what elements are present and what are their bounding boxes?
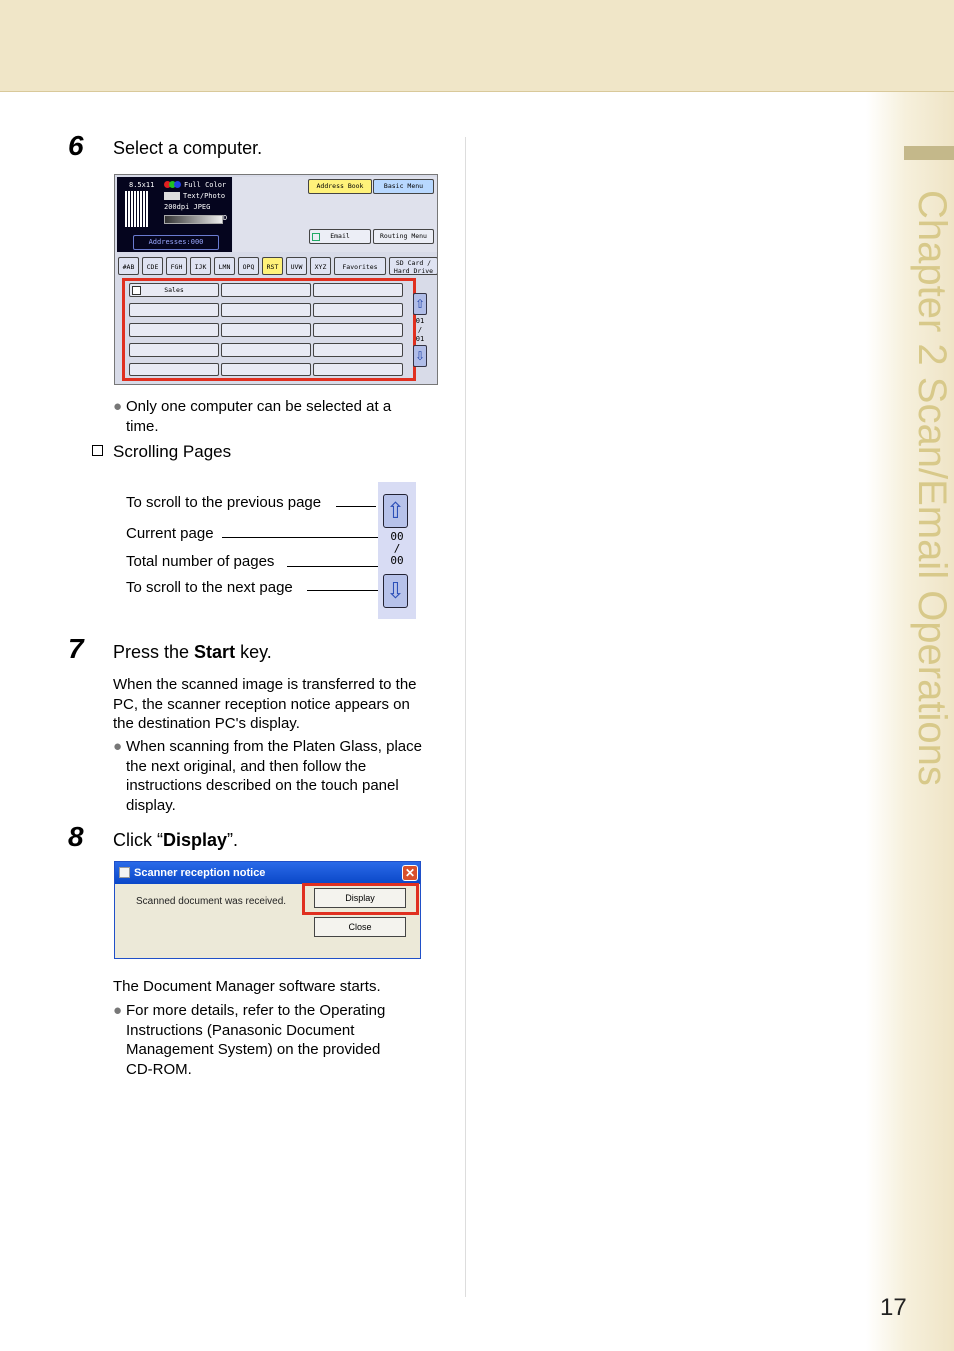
bullet-icon: ● [113,398,123,415]
destination-cell[interactable] [313,363,403,376]
email-check-icon [312,233,320,241]
address-tabs [116,257,438,277]
status-area [117,177,232,252]
bullet-line: Instructions (Panasonic Document [126,1021,355,1039]
dialog-message: Scanned document was received. [136,896,287,907]
address-book-button[interactable]: Address Book [308,179,372,194]
step-7-text-post: key. [235,642,272,662]
leader-line [336,506,376,507]
tab-fgh[interactable]: FGH [166,257,187,275]
step-8-text-post: ”. [227,830,239,850]
step-7-body [113,675,453,734]
arrow-up-icon: ⇧ [414,297,426,311]
bullet-line: Only one computer can be selected at a [126,398,392,415]
step-7-text-pre: Press the [113,642,195,662]
tab-lmn[interactable]: LMN [214,257,235,275]
tab-uvw[interactable]: UVW [286,257,307,275]
column-divider [465,137,466,1297]
display-button[interactable]: Display [314,888,406,908]
bullet-line: When scanning from the Platen Glass, place [126,738,422,755]
bullet-line: time. [126,417,159,435]
routing-menu-button[interactable]: Routing Menu [373,229,434,244]
photo-icon [164,192,180,200]
previous-page-button [383,494,408,528]
status-size: 8.5x11 [129,181,155,189]
step-6-text: Select a computer. [113,138,263,158]
destination-cell-sales[interactable] [129,283,219,297]
tab-ijk[interactable]: IJK [190,257,211,275]
step-8-body: The Document Manager software starts. [113,978,381,995]
total-pages-number: 00 [390,554,404,567]
body-line: When the scanned image is transferred to the [113,676,417,693]
destination-cell-label: Sales [164,286,184,294]
page-total: 01 [415,335,425,343]
checkbox-icon [92,445,103,456]
leader-line [222,537,382,538]
dialog-title-bar [115,862,420,884]
body-line: PC, the scanner reception notice appears on [113,695,410,713]
bullet-icon: ● [113,738,123,755]
step-7-bullet [113,737,466,815]
label-total-pages: Total number of pages [126,553,275,570]
scrolling-pages-heading: Scrolling Pages [113,442,232,461]
destination-cell[interactable] [313,343,403,357]
density-slider [164,215,223,224]
document-thumbnail-icon [125,191,149,227]
email-button[interactable] [309,229,371,244]
leader-line [307,590,380,591]
tab-xyz[interactable]: XYZ [310,257,331,275]
destination-cell[interactable] [221,323,311,337]
status-resolution: 200dpi JPEG [164,203,211,211]
leader-line [287,566,387,567]
bullet-line: the next original, and then follow the [126,757,367,775]
tab-ab[interactable]: #AB [118,257,139,275]
destination-cell[interactable] [221,303,311,317]
page-current: 01 [415,317,425,325]
step-6-bullet [113,397,456,436]
step-8-text-bold: Display [163,830,228,850]
step-7-text [113,642,272,663]
tab-opq[interactable]: OPQ [238,257,259,275]
step-8-text-pre: Click “ [113,830,163,850]
arrow-down-icon: ⇩ [386,578,405,603]
tab-sd-card-line1: SD Card / [395,259,432,267]
dialog-title: Scanner reception notice [134,867,266,879]
step-number-8: 8 [68,821,84,852]
step-number-7: 7 [68,633,84,664]
page-indicator [413,317,427,344]
next-page-button [383,574,408,608]
destination-cell[interactable] [129,363,219,376]
tab-cde[interactable]: CDE [142,257,163,275]
bullet-line: Management System) on the provided [126,1041,381,1058]
body-line: the destination PC's display. [113,715,300,732]
tab-rst[interactable]: RST [262,257,283,275]
page-separator: / [417,326,423,334]
label-current-page: Current page [126,525,214,542]
label-next-page: To scroll to the next page [126,579,293,596]
destination-cell[interactable] [313,303,403,317]
arrow-down-icon: ⇩ [414,349,426,363]
status-color: Full Color [184,181,227,189]
current-page-number: 00 [390,530,404,543]
computer-icon [132,286,141,295]
basic-menu-button[interactable]: Basic Menu [373,179,434,194]
destination-cell[interactable] [129,303,219,317]
bullet-line: display. [126,796,176,814]
chapter-title: Chapter 2 Scan/Email Operations [910,190,954,786]
destination-cell[interactable] [221,283,311,297]
step-8-text [113,830,238,851]
status-mode: Text/Photo [183,192,226,200]
scroll-buttons-illustration [378,482,416,619]
chapter-tab-marker [904,146,954,160]
tab-sd-card[interactable] [389,257,438,275]
bullet-line: instructions described on the touch panel [126,777,399,794]
step-7-text-bold: Start [194,642,236,662]
destination-cell[interactable] [129,323,219,337]
email-button-label: Email [330,232,350,240]
destination-cell[interactable] [221,343,311,357]
page-number: 17 [880,1294,907,1321]
scroll-up-button[interactable] [413,293,427,315]
destination-cell[interactable] [221,363,311,376]
header-band [0,0,954,92]
scanner-reception-dialog [114,861,421,959]
page-separator: / [393,542,401,555]
color-circles-icon [164,181,180,188]
bullet-icon: ● [113,1002,123,1019]
step-number-6: 6 [68,130,84,161]
step-8-bullet [113,1001,466,1079]
close-button[interactable]: Close [314,917,406,937]
display-button-highlight [302,883,419,915]
addresses-count: Addresses:000 [133,235,219,250]
scroll-down-button[interactable] [413,345,427,367]
destination-cell[interactable] [313,283,403,297]
tab-favorites[interactable]: Favorites [334,257,386,275]
close-icon[interactable]: ✕ [402,865,418,881]
touch-panel-screenshot [114,174,438,385]
arrow-up-icon: ⇧ [386,498,405,523]
dialog-app-icon [119,867,130,878]
tab-sd-card-line2: Hard Drive [393,267,434,275]
status-d: D [223,214,228,222]
bullet-line: CD-ROM. [126,1060,192,1078]
destination-cell[interactable] [129,343,219,357]
destination-cell[interactable] [313,323,403,337]
bullet-line: For more details, refer to the Operating [126,1002,386,1019]
label-previous-page: To scroll to the previous page [126,494,322,511]
